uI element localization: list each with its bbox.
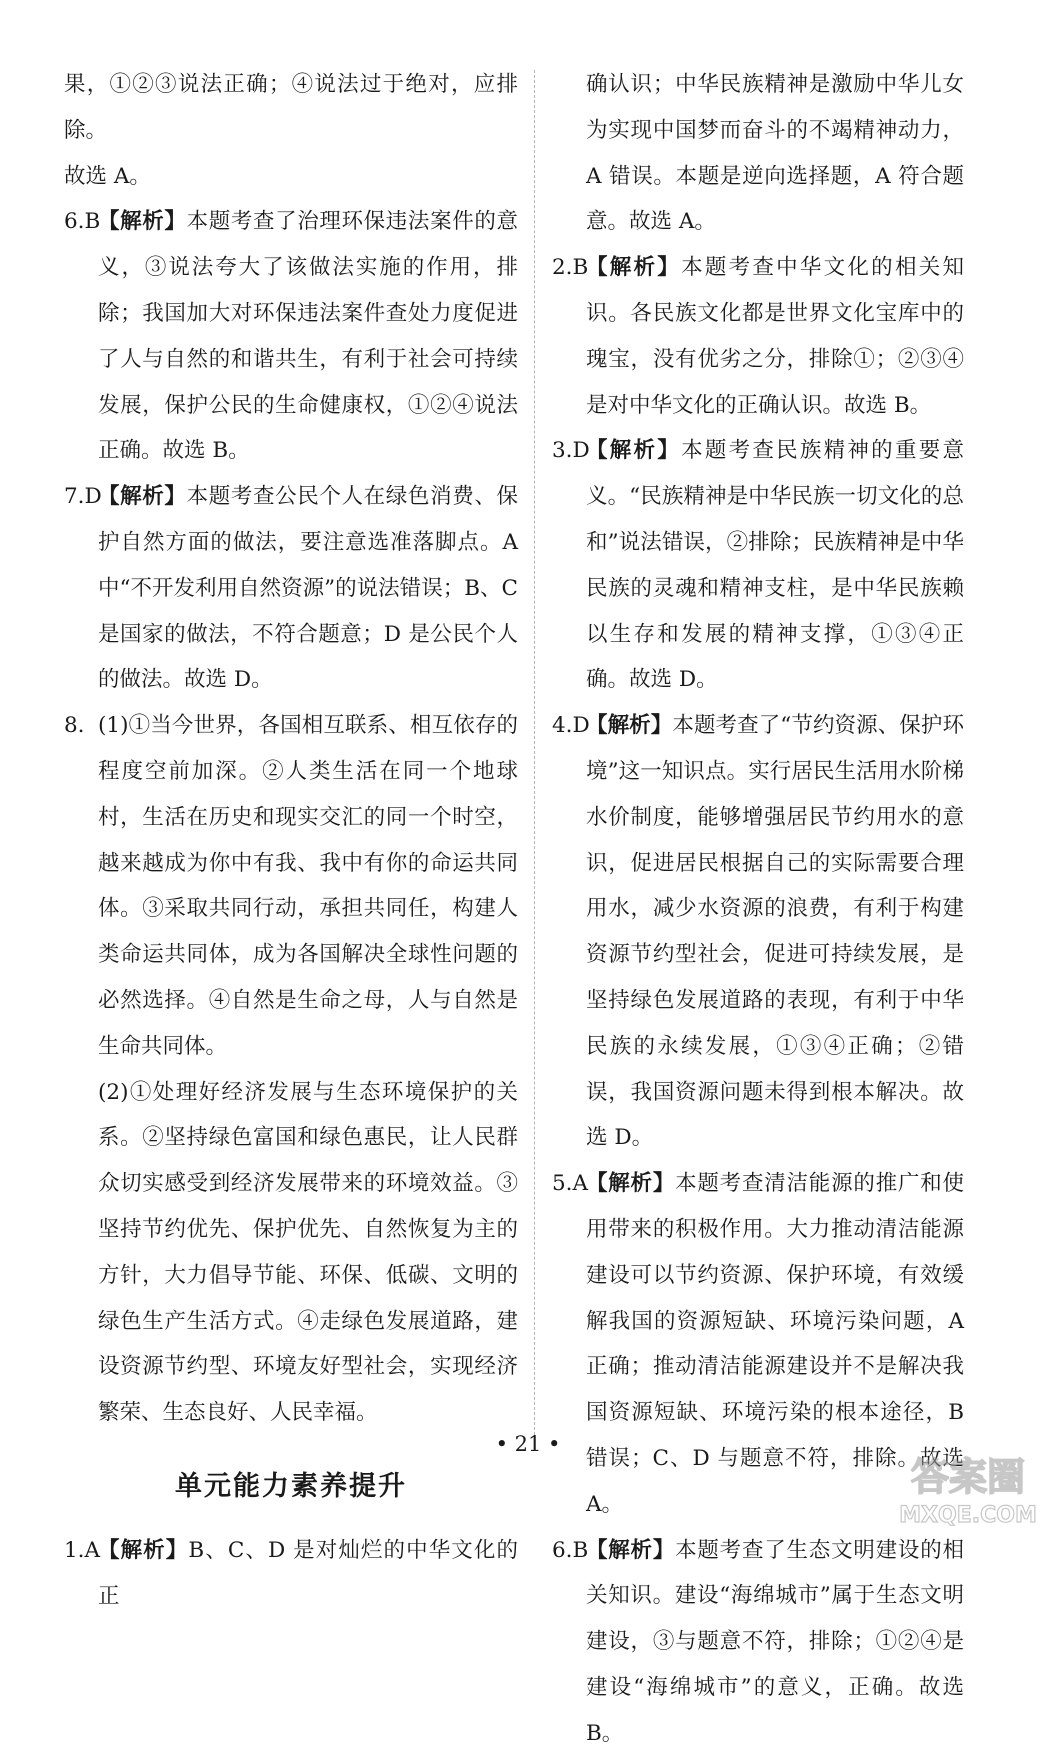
item-text: 本题考查清洁能源的推广和使用带来的积极作用。大力推动清洁能源建设可以节约资源、保护环境，有效缓解我国的资源短缺、环境污染问题，A 正确；推动清洁能源建设并不是解决我国资源短缺、环境污染的根本途径，B 错误；C、D 与题意不符，排除。故选 A。 bbox=[586, 1171, 964, 1517]
analysis-tag: 【解析】 bbox=[586, 438, 681, 463]
item-number: 3.D bbox=[552, 428, 590, 474]
watermark-url: MXQE.COM bbox=[899, 1503, 1037, 1528]
answer-item bbox=[64, 474, 518, 703]
item-number: 5.A bbox=[552, 1161, 588, 1207]
answer-item bbox=[64, 199, 518, 474]
continued-text-line: 果，①②③说法正确；④说法过于绝对，应排除。 bbox=[64, 62, 518, 154]
answer-item bbox=[552, 703, 964, 1161]
item-text: 本题考查公民个人在绿色消费、保护自然方面的做法，要注意选准落脚点。A 中“不开发利用自然资源”的说法错误；B、C 是国家的做法，不符合题意；D 是公民个人的做法。故选 D。 bbox=[98, 484, 518, 692]
item-number: 2.B bbox=[552, 245, 588, 291]
item-number: 1.A bbox=[64, 1528, 100, 1574]
item-text: 本题考查了治理环保违法案件的意义，③说法夸大了该做法实施的作用，排除；我国加大对环保违法案件查处力度促进了人与自然的和谐共生，有利于社会可持续发展，保护公民的生命健康权，①②④说法正确。故选 B。 bbox=[98, 209, 518, 463]
item-text: 本题考查了生态文明建设的相关知识。建设“海绵城市”属于生态文明建设，③与题意不符，排除；①②④是建设“海绵城市”的意义，正确。故选 B。 bbox=[586, 1538, 964, 1746]
analysis-tag: 【解析】 bbox=[586, 255, 681, 280]
item-number: 4.D bbox=[552, 703, 590, 749]
item-text: B、C、D 是对灿烂的中华文化的正 bbox=[98, 1538, 518, 1609]
item-number: 6.B bbox=[552, 1528, 588, 1574]
analysis-tag: 【解析】 bbox=[586, 1538, 675, 1563]
section-title: 单元能力素养提升 bbox=[64, 1464, 518, 1510]
item-text: (1)①当今世界，各国相互联系、相互依存的程度空前加深。②人类生活在同一个地球村，生活在历史和现实交汇的同一个时空，越来越成为你中有我、我中有你的命运共同体。③采取共同行动，承担共同任，构建人类命运共同体，成为各国解决全球性问题的必然选择。④自然是生命之母，人与自然是生命共同体。 bbox=[98, 713, 518, 1059]
item-text: 本题考查了“节约资源、保护环境”这一知识点。实行居民生活用水阶梯水价制度，能够增强居民节约用水的意识，促进居民根据自己的实际需要合理用水，减少水资源的浪费，有利于构建资源节约型社会，促进可持续发展，是坚持绿色发展道路的表现，有利于中华民族的永续发展，①③④正确；②错误，我国资源问题未得到根本解决。故选 D。 bbox=[586, 713, 964, 1150]
continued-text: 确认识；中华民族精神是激励中华儿女为实现中国梦而奋斗的不竭精神动力，A 错误。本题是逆向选择题，A 符合题意。故选 A。 bbox=[552, 62, 964, 245]
answer-item bbox=[552, 245, 964, 428]
analysis-tag: 【解析】 bbox=[586, 1171, 675, 1196]
answer-item bbox=[64, 1528, 518, 1620]
answer-item bbox=[552, 428, 964, 703]
item-number: 6.B bbox=[64, 199, 100, 245]
answer-item bbox=[552, 1528, 964, 1756]
sub-answer: (2)①处理好经济发展与生态环境保护的关系。②坚持绿色富国和绿色惠民，让人民群众切实感受到经济发展带来的环境效益。③坚持节约优先、保护优先、自然恢复为主的方针，大力倡导节能、环保、低碳、文明的绿色生产生活方式。④走绿色发展道路，建设资源节约型、环境友好型社会，实现经济繁荣、生态良好、人民幸福。 bbox=[64, 1070, 518, 1436]
analysis-tag: 【解析】 bbox=[586, 713, 672, 738]
watermark-logo bbox=[888, 1444, 1048, 1530]
analysis-tag: 【解析】 bbox=[98, 484, 187, 509]
analysis-tag: 【解析】 bbox=[98, 1538, 188, 1563]
page-number: • 21 • bbox=[0, 1432, 1056, 1456]
answer-item bbox=[64, 703, 518, 1069]
continued-text-line: 故选 A。 bbox=[64, 154, 518, 200]
item-number: 7.D bbox=[64, 474, 102, 520]
left-column bbox=[64, 62, 518, 1619]
item-text: 本题考查民族精神的重要意义。“民族精神是中华民族一切文化的总和”说法错误，②排除；民族精神是中华民族的灵魂和精神支柱，是中华民族赖以生存和发展的精神支撑，①③④正确。故选 D。 bbox=[586, 438, 964, 692]
analysis-tag: 【解析】 bbox=[98, 209, 187, 234]
watermark-text: 答案圈 bbox=[911, 1455, 1025, 1499]
column-divider bbox=[534, 70, 535, 1450]
item-number: 8. bbox=[64, 703, 85, 749]
item-text: 本题考查中华文化的相关知识。各民族文化都是世界文化宝库中的瑰宝，没有优劣之分，排除①；②③④是对中华文化的正确认识。故选 B。 bbox=[586, 255, 964, 417]
